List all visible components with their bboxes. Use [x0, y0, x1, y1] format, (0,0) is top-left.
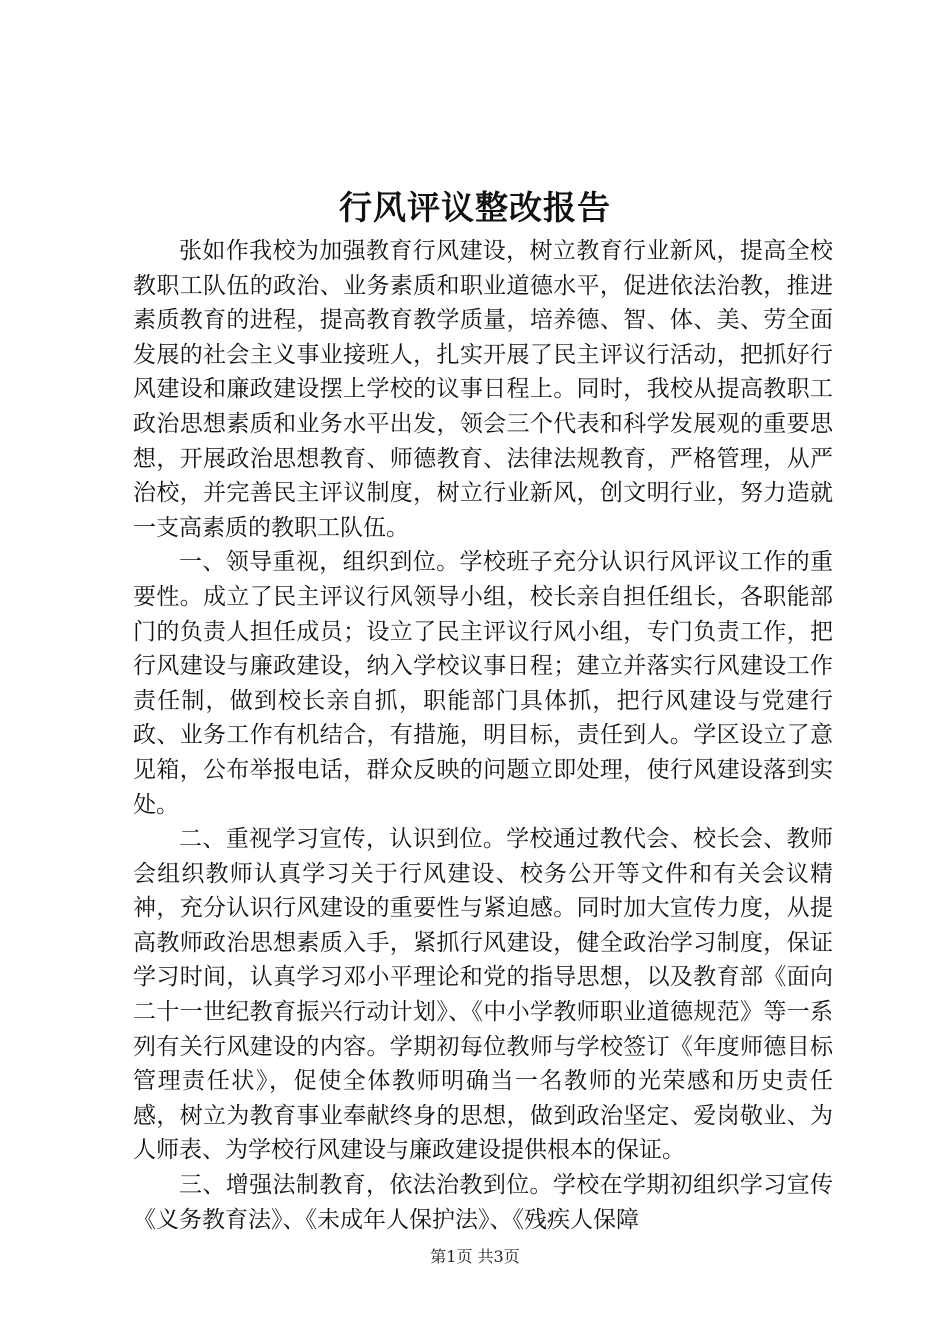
document-title: 行风评议整改报告: [339, 188, 611, 227]
document-body: [133, 234, 833, 1237]
paragraph-section-3: 三、增强法制教育，依法治教到位。学校在学期初组织学习宣传《义务教育法》、《未成年人保护法》、《残疾人保障: [133, 1172, 833, 1233]
paragraph-section-2: 二、重视学习宣传，认识到位。学校通过教代会、校长会、教师会组织教师认真学习关于行风建设、校务公开等文件和有关会议精神，充分认识行风建设的重要性与紧迫感。同时加大宣传力度，从提高教师政治思想素质入手，紧抓行风建设，健全政治学习制度，保证学习时间，认真学习邓小平理论和党的指导思想，以及教育部《面向二十一世纪教育振兴行动计划》、《中小学教师职业道德规范》等一系列有关行风建设的内容。学期初每位教师与学校签订《年度师德目标管理责任状》，促使全体教师明确当一名教师的光荣感和历史责任感，树立为教育事业奉献终身的思想，做到政治坚定、爱岗敬业、为人师表、为学校行风建设与廉政建设提供根本的保证。: [133, 826, 833, 1164]
paragraph-section-1: 一、领导重视，组织到位。学校班子充分认识行风评议工作的重要性。成立了民主评议行风领导小组，校长亲自担任组长，各职能部门的负责人担任成员；设立了民主评议行风小组，专门负责工作，把行风建设与廉政建设，纳入学校议事日程；建立并落实行风建设工作责任制，做到校长亲自抓，职能部门具体抓，把行风建设与党建行政、业务工作有机结合，有措施，明目标，责任到人。学区设立了意见箱，公布举报电话，群众反映的问题立即处理，使行风建设落到实处。: [133, 549, 833, 818]
page-footer: 第1页 共3页: [430, 1247, 520, 1266]
paragraph-intro: 张如作我校为加强教育行风建设，树立教育行业新风，提高全校教职工队伍的政治、业务素质和职业道德水平，促进依法治教，推进素质教育的进程，提高教育教学质量，培养德、智、体、美、劳全面发展的社会主义事业接班人，扎实开展了民主评议行活动，把抓好行风建设和廉政建设摆上学校的议事日程上。同时，我校从提高教职工政治思想素质和业务水平出发，领会三个代表和科学发展观的重要思想，开展政治思想教育、师德教育、法律法规教育，严格管理，从严治校，并完善民主评议制度，树立行业新风，创文明行业，努力造就一支高素质的教职工队伍。: [133, 238, 833, 541]
